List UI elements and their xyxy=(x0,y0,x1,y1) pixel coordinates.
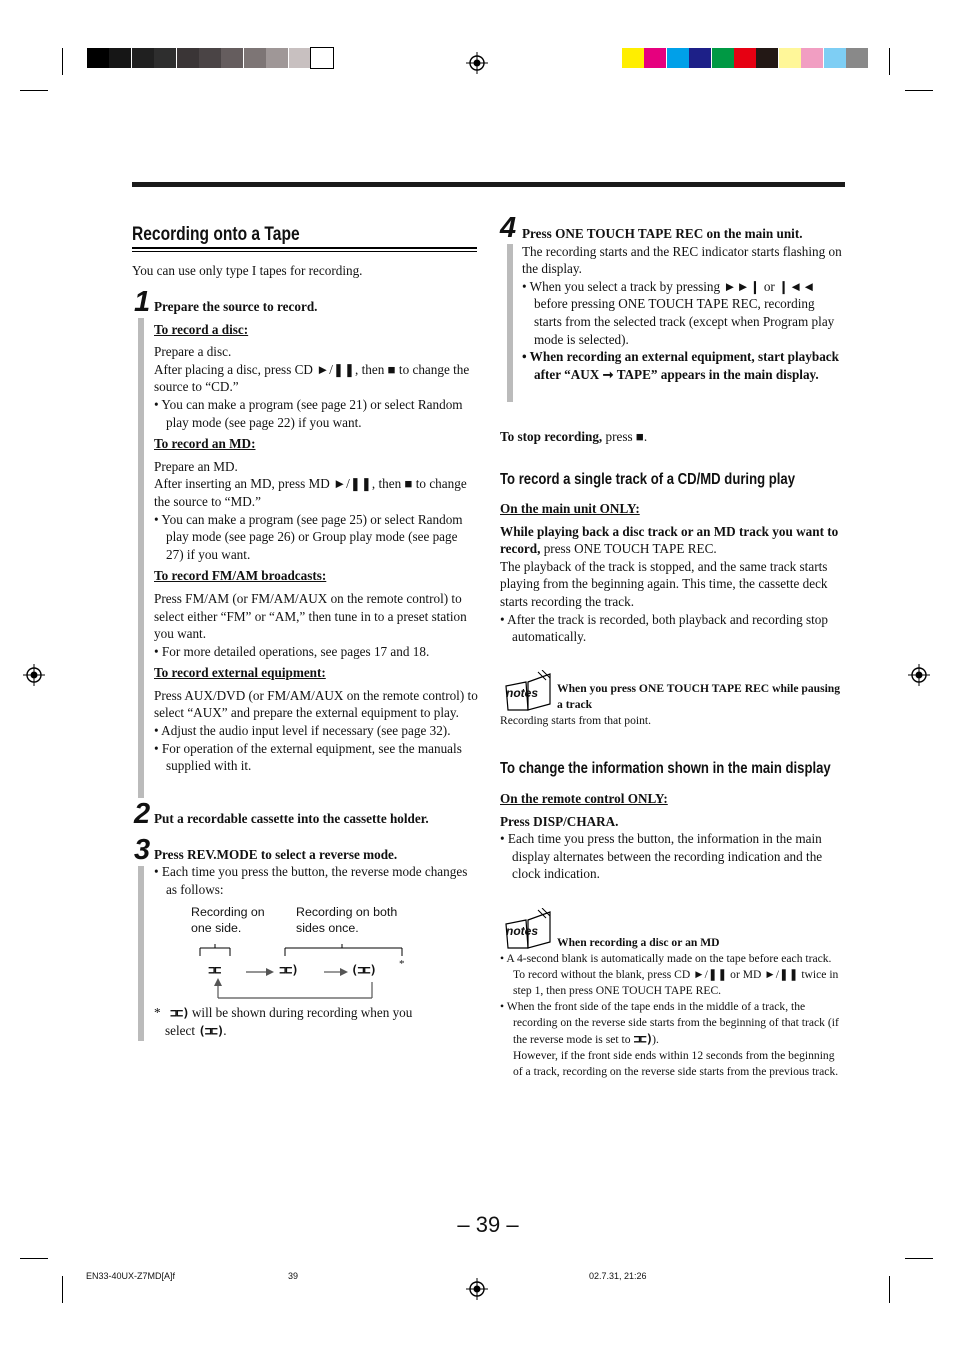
stop-recording-bold: To stop recording, xyxy=(500,429,603,444)
color-swatch xyxy=(221,48,243,68)
footer-page: 39 xyxy=(288,1271,299,1281)
color-swatch xyxy=(289,48,311,68)
change-display-bullet: • Each time you press the button, the information in the main display alternates between the recording indication and the clock indication. xyxy=(500,831,823,882)
single-track-bold: While playing back a disc track or an MD track you want to record, xyxy=(500,523,839,557)
crop-mark xyxy=(889,1276,890,1303)
step-number: 3 xyxy=(134,834,151,866)
color-swatch xyxy=(622,48,644,68)
color-swatch xyxy=(177,48,199,68)
ext-bullet: • Adjust the audio input level if necessary (see page 32). xyxy=(154,723,451,739)
section-title: Recording onto a Tape xyxy=(132,224,300,245)
color-swatch xyxy=(824,48,846,68)
color-swatch xyxy=(689,48,711,68)
step4-line: The recording starts and the REC indicator starts flashing on the display. xyxy=(522,243,842,277)
notes2-bullet: • A 4-second blank is automatically made on the tape before each track. To record without the blank, press CD ►/❚❚ or MD ►/❚❚ twice in step 1, then press ONE TOUCH TAPE REC. xyxy=(500,952,839,997)
diagram-label-one-side: Recording on one side. xyxy=(191,905,265,935)
ext-bullet: • For operation of the external equipment, see the manuals supplied with it. xyxy=(154,740,462,774)
footnote-text: will be shown during recording when you xyxy=(191,1005,413,1020)
crop-mark xyxy=(20,90,48,91)
notes2-text: • When the front side of the tape ends in the middle of a track, the recording on the reverse side starts from the beginning of that track (if the reverse mode is set to xyxy=(500,1000,839,1046)
step4-bullet: • When you select a track by pressing ►►❙ or ❙◄◄ before pressing ONE TOUCH TAPE REC, recording starts from the selected track (except when Program play mode is selected). xyxy=(522,278,835,347)
notes2-title: When recording a disc or an MD xyxy=(557,936,720,949)
disc-bullet: • You can make a program (see page 21) or select Random play mode (see page 22) if you want. xyxy=(154,396,463,430)
section-title-rule xyxy=(132,247,477,249)
md-bullet: • You can make a program (see page 25) or select Random play mode (see page 26) or Group play mode (see page 27) if you want. xyxy=(154,511,463,562)
step4-title: Press ONE TOUCH TAPE REC on the main unit. xyxy=(522,226,803,241)
notes2-bullet xyxy=(500,999,844,1048)
notes-label: notes xyxy=(506,924,539,938)
page-number: – 39 – xyxy=(457,1212,519,1237)
disc-line: After placing a disc, press CD ►/❚❚, then ■ to change the source to “CD.” xyxy=(154,361,470,395)
registration-mark-icon xyxy=(908,664,930,686)
notes-label: notes xyxy=(506,686,539,700)
intro-text: You can use only type I tapes for recording. xyxy=(132,263,363,278)
disc-line: Prepare a disc. xyxy=(154,344,232,360)
crop-mark xyxy=(62,1276,63,1303)
reverse-mode-bracket-lines xyxy=(190,944,410,1004)
color-swatch xyxy=(311,48,333,68)
single-track-rest: press ONE TOUCH TAPE REC. xyxy=(540,541,717,557)
color-swatch xyxy=(801,48,823,68)
step4-body xyxy=(522,225,844,383)
footnote-text: select xyxy=(165,1023,196,1038)
registration-mark-icon xyxy=(466,1278,488,1300)
change-display-press: Press DISP/CHARA. xyxy=(500,813,619,829)
color-swatch xyxy=(734,48,756,68)
color-swatch xyxy=(644,48,666,68)
reverse-mode-endless-icon: (⊐⊏) xyxy=(198,1024,224,1038)
notes1-title: When you press ONE TOUCH TAPE REC while pausing a track xyxy=(557,682,841,711)
top-rule xyxy=(132,182,845,187)
notes2-continuation: However, if the front side ends within 12 seconds from the beginning of a track, recording on the reverse side starts from the previous track. xyxy=(513,1049,839,1078)
step1-title: Prepare the source to record. xyxy=(154,299,318,314)
step-number: 1 xyxy=(134,286,151,318)
crop-mark xyxy=(20,1258,48,1259)
color-swatch xyxy=(667,48,689,68)
fm-bullet: • For more detailed operations, see pages 17 and 18. xyxy=(154,643,430,659)
color-swatch xyxy=(779,48,801,68)
step2-title: Put a recordable cassette into the cassette holder. xyxy=(154,811,429,826)
disc-heading: To record a disc: xyxy=(154,321,249,337)
notes1-body: Recording starts from that point. xyxy=(500,714,652,727)
single-track-body xyxy=(500,500,844,646)
color-swatch xyxy=(154,48,176,68)
color-swatch xyxy=(109,48,131,68)
step4-bullet: • When recording an external equipment, start playback after “AUX ➞ TAPE” appears in the main display. xyxy=(522,349,839,382)
stop-recording-text xyxy=(500,428,844,446)
footnote-text: . xyxy=(223,1023,227,1038)
step3-bullet: • Each time you press the button, the reverse mode changes as follows: xyxy=(154,864,468,897)
reverse-mode-one-side-icon: ⊐⊏ xyxy=(208,963,221,977)
change-display-body xyxy=(500,790,844,883)
diagram-label-both-sides: Recording on both sides once. xyxy=(296,905,398,935)
color-swatch xyxy=(87,48,109,68)
reverse-mode-once-icon: ⊐⊏) xyxy=(633,1032,653,1046)
single-track-line xyxy=(500,523,844,558)
notes2-body xyxy=(500,951,844,1080)
md-line: Prepare an MD. xyxy=(154,458,238,474)
crop-mark xyxy=(62,48,63,75)
footnote-asterisk: * xyxy=(154,1005,161,1020)
color-swatch xyxy=(846,48,868,68)
md-heading: To record an MD: xyxy=(154,436,256,452)
diagram-footnote xyxy=(154,1004,474,1040)
diagram-asterisk: * xyxy=(399,958,405,970)
change-display-sub: On the remote control ONLY: xyxy=(500,791,668,806)
registration-mark-icon xyxy=(23,664,45,686)
color-swatch xyxy=(244,48,266,68)
md-line: After inserting an MD, press MD ►/❚❚, then ■ to change the source to “MD.” xyxy=(154,476,467,509)
color-swatch xyxy=(266,48,288,68)
ext-heading: To record external equipment: xyxy=(154,665,326,681)
footer-date: 02.7.31, 21:26 xyxy=(589,1271,647,1281)
reverse-mode-once-icon: ⊐⊏) xyxy=(279,963,298,977)
step-bar xyxy=(138,866,144,1041)
single-track-bullet: • After the track is recorded, both playback and recording stop automatically. xyxy=(500,611,828,645)
fm-line: Press FM/AM (or FM/AM/AUX on the remote control) to select either “FM” or “AM,” then tune in to a preset station you want. xyxy=(154,590,467,642)
crop-mark xyxy=(889,48,890,75)
stop-recording-rest: press ■. xyxy=(602,429,648,444)
crop-mark xyxy=(905,1258,933,1259)
registration-mark-icon xyxy=(466,52,488,74)
footer-code: EN33-40UX-Z7MD[A]f xyxy=(86,1271,176,1281)
step3-title: Press REV.MODE to select a reverse mode. xyxy=(154,847,398,862)
step-bar xyxy=(507,244,513,402)
ext-line: Press AUX/DVD (or FM/AM/AUX on the remote control) to select “AUX” and prepare the external equipment to play. xyxy=(154,687,478,721)
single-track-line: The playback of the track is stopped, and the same track starts playing from the beginning again. This time, the cassette deck starts recording the track. xyxy=(500,558,828,609)
change-display-heading: To change the information shown in the main display xyxy=(500,760,831,777)
crop-mark xyxy=(905,90,933,91)
color-swatch xyxy=(132,48,154,68)
section-title-rule xyxy=(132,251,477,252)
step-number: 2 xyxy=(134,798,151,830)
reverse-mode-endless-icon: (⊐⊏) xyxy=(351,963,376,977)
single-track-heading: To record a single track of a CD/MD during play xyxy=(500,471,796,488)
single-track-sub: On the main unit ONLY: xyxy=(500,501,640,516)
color-swatch xyxy=(712,48,734,68)
color-swatch xyxy=(756,48,778,68)
notes2-text: ). xyxy=(652,1033,659,1046)
fm-heading: To record FM/AM broadcasts: xyxy=(154,568,327,584)
step-number: 4 xyxy=(500,212,517,244)
step1-body xyxy=(154,298,478,775)
reverse-mode-once-icon: ⊐⊏) xyxy=(169,1006,189,1020)
color-swatch xyxy=(199,48,221,68)
step-bar xyxy=(138,318,144,798)
